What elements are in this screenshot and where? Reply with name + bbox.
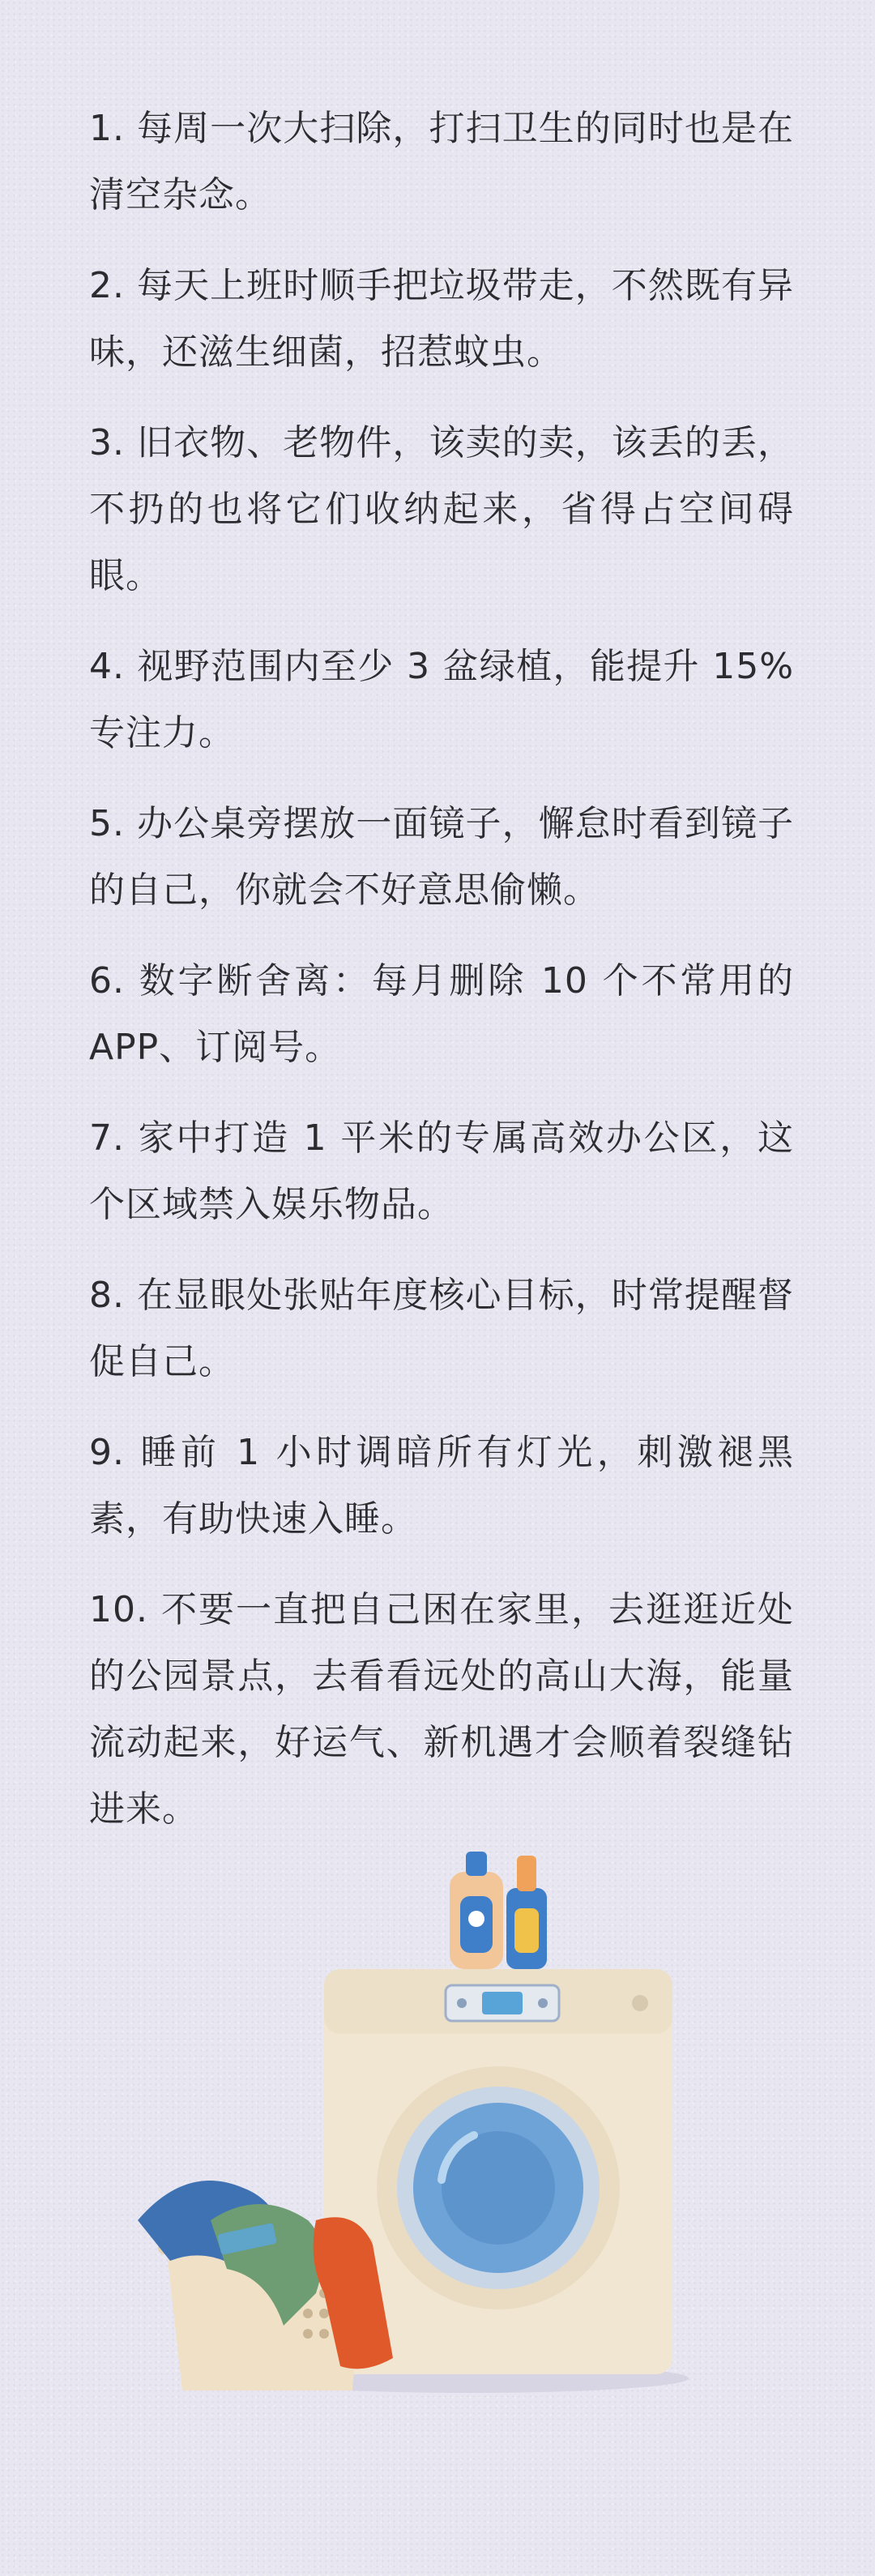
tip-9: 9. 睡前 1 小时调暗所有灯光，刺激褪黑素，有助快速入睡。 — [89, 1432, 794, 1540]
tip-5: 5. 办公桌旁摆放一面镜子，懈怠时看到镜子的自己，你就会不好意思偷懒。 — [89, 803, 794, 911]
tip-3: 3. 旧衣物、老物件，该卖的卖，该丢的丢，不扔的也将它们收纳起来，省得占空间碍眼。 — [89, 422, 794, 596]
tip-2: 2. 每天上班时顺手把垃圾带走，不然既有异味，还滋生细菌，招惹蚊虫。 — [89, 265, 794, 373]
tip-8: 8. 在显眼处张贴年度核心目标，时常提醒督促自己。 — [89, 1275, 794, 1382]
tip-7: 7. 家中打造 1 平米的专属高效办公区，这个区域禁入娱乐物品。 — [89, 1117, 794, 1225]
tip-1: 1. 每周一次大扫除，打扫卫生的同时也是在清空杂念。 — [89, 108, 794, 216]
tips-list — [89, 96, 794, 1867]
tip-10: 10. 不要一直把自己困在家里，去逛逛近处的公园景点，去看看远处的高山大海，能量流动起来，好运气、新机遇才会顺着裂缝钻进来。 — [89, 1589, 794, 1830]
tip-4: 4. 视野范围内至少 3 盆绿植，能提升 15% 专注力。 — [89, 646, 794, 754]
laundry-illustration — [122, 1839, 689, 2407]
washing-machine-icon — [122, 1839, 689, 2407]
tip-6: 6. 数字断舍离：每月删除 10 个不常用的 APP、订阅号。 — [89, 960, 794, 1068]
